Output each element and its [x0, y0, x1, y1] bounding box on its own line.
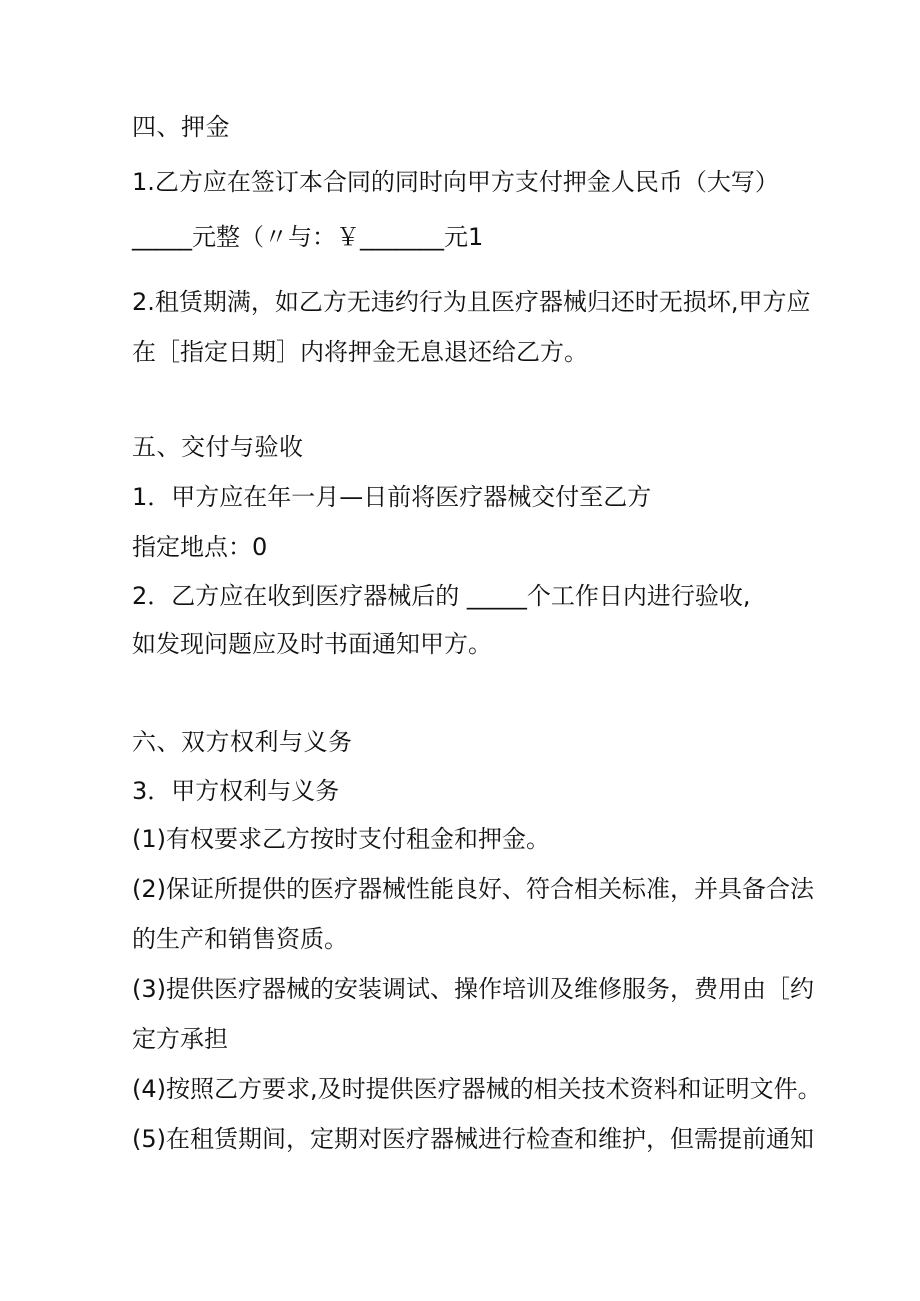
section-6-paragraph-4: (4)按照乙方要求,及时提供医疗器械的相关技术资料和证明文件。: [132, 1075, 822, 1103]
section-6-title: 六、双方权利与义务: [132, 728, 353, 756]
section-5-item-2-line-1: 2．乙方应在收到医疗器械后的 _____个工作日内进行验收,: [132, 582, 751, 610]
section-4-item-1-line-2: _____元整（〃与：￥_______元1: [132, 223, 484, 251]
section-6-paragraph-1: (1)有权要求乙方按时支付租金和押金。: [132, 825, 550, 853]
section-4-item-2-line-2: 在［指定日期］内将押金无息退还给乙方。: [132, 338, 588, 366]
section-6-paragraph-3-line-2: 定方承担: [132, 1025, 228, 1053]
section-6-paragraph-2-line-1: (2)保证所提供的医疗器械性能良好、符合相关标准，并具备合法: [132, 875, 814, 903]
section-4-item-2-line-1: 2.租赁期满，如乙方无违约行为且医疗器械归还时无损坏,甲方应: [132, 288, 811, 316]
section-6-paragraph-5: (5)在租赁期间，定期对医疗器械进行检查和维护，但需提前通知: [132, 1125, 814, 1153]
section-5-location: 指定地点：0: [132, 533, 268, 561]
section-5-title: 五、交付与验收: [132, 433, 304, 461]
section-5-item-2-line-2: 如发现问题应及时书面通知甲方。: [132, 630, 492, 658]
section-6-paragraph-3-line-1: (3)提供医疗器械的安装调试、操作培训及维修服务，费用由［约: [132, 975, 814, 1003]
section-4-title: 四、押金: [132, 113, 230, 141]
section-6-subsection-3: 3．甲方权利与义务: [132, 777, 340, 805]
section-6-paragraph-2-line-2: 的生产和销售资质。: [132, 925, 348, 953]
section-5-item-1: 1．甲方应在年一月—日前将医疗器械交付至乙方: [132, 483, 652, 511]
section-4-item-1-line-1: 1.乙方应在签订本合同的同时向甲方支付押金人民币（大写）: [132, 168, 779, 196]
